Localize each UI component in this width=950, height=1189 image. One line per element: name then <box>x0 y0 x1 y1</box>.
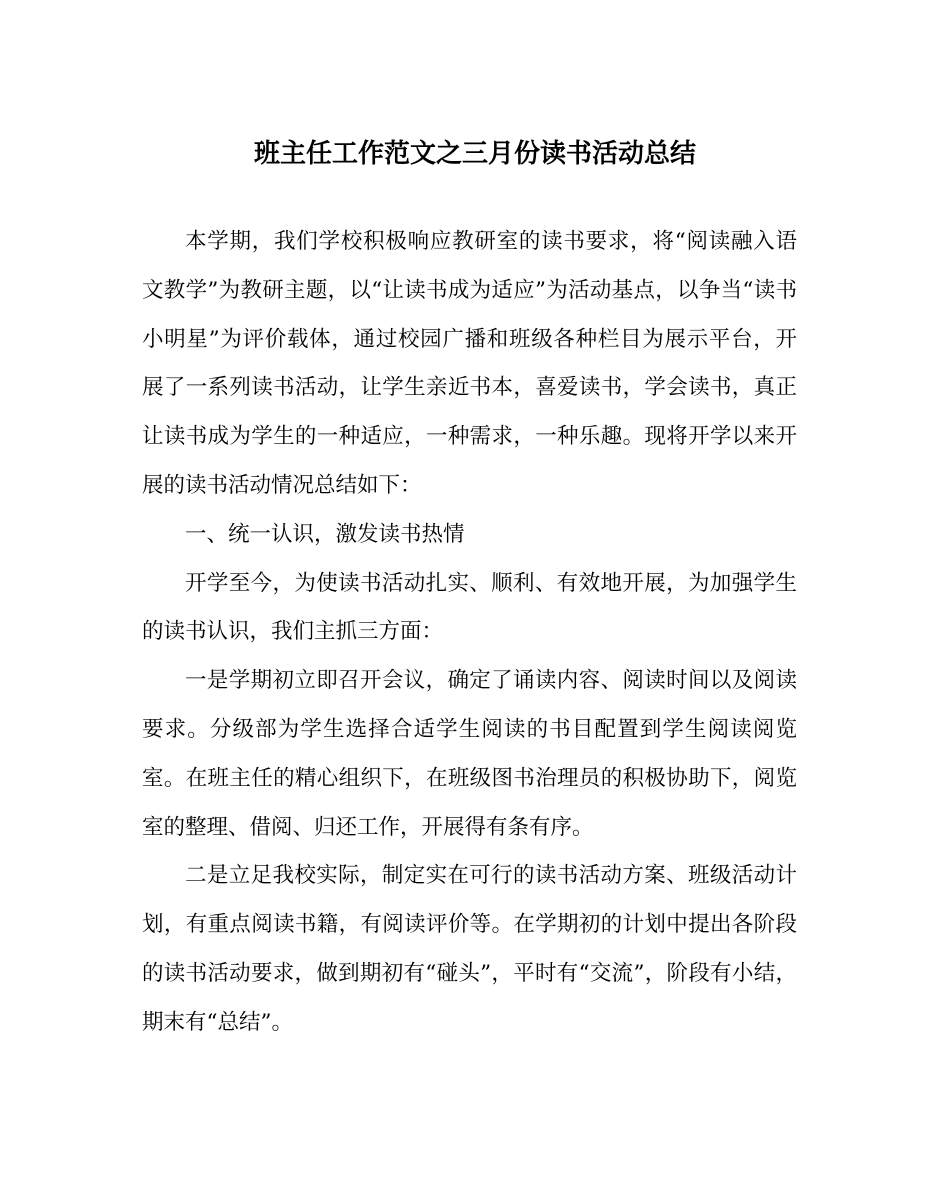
document-body <box>142 218 797 1048</box>
section-heading-1: 一、统一认识，激发读书热情 <box>185 521 465 547</box>
document-title: 班主任工作范文之三月份读书活动总结 <box>253 139 696 169</box>
paragraph-point-2: 二是立足我校实际，制定实在可行的读书活动方案、班级活动计划，有重点阅读书籍，有阅读评价等。在学期初的计划中提出各阶段的读书活动要求，做到期初有“碰头”，平时有“交流”，阶段有小结，期末有“总结”。 <box>142 863 797 1035</box>
paragraph-point-1: 一是学期初立即召开会议，确定了诵读内容、阅读时间以及阅读要求。分级部为学生选择合适学生阅读的书目配置到学生阅读阅览室。在班主任的精心组织下，在班级图书治理员的积极协助下，阅览室的整理、借阅、归还工作，开展得有条有序。 <box>142 668 797 840</box>
paragraph-section-1-intro: 开学至今，为使读书活动扎实、顺利、有效地开展，为加强学生的读书认识，我们主抓三方面： <box>142 570 797 645</box>
paragraph-intro: 本学期，我们学校积极响应教研室的读书要求，将“阅读融入语文教学”为教研主题，以“让读书成为适应”为活动基点，以争当“读书小明星”为评价载体，通过校园广播和班级各种栏目为展示平台，开展了一系列读书活动，让学生亲近书本，喜爱读书，学会读书，真正让读书成为学生的一种适应，一种需求，一种乐趣。现将开学以来开展的读书活动情况总结如下： <box>142 229 797 498</box>
